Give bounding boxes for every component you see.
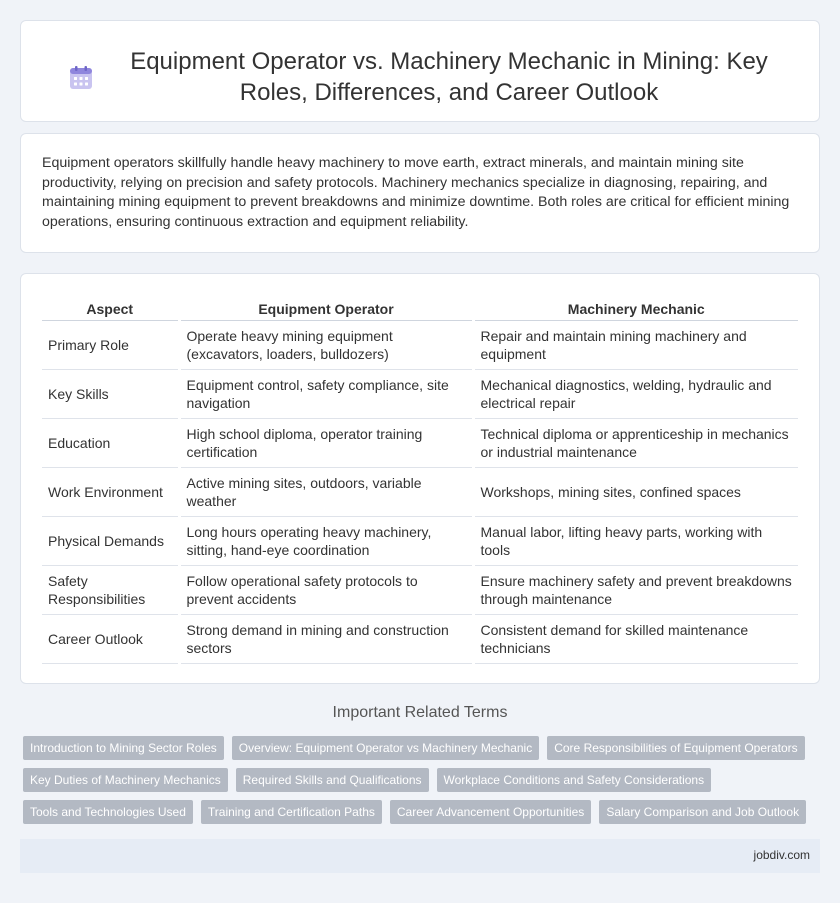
related-term-tag[interactable]: Key Duties of Machinery Mechanics xyxy=(23,768,228,792)
comparison-card xyxy=(20,273,820,684)
title-card xyxy=(20,20,820,122)
aspect-cell: Physical Demands xyxy=(42,516,179,565)
comparison-table xyxy=(42,294,798,664)
operator-cell: Active mining sites, outdoors, variable weather xyxy=(179,467,473,516)
mechanic-cell: Repair and maintain mining machinery and equipment xyxy=(473,320,798,369)
related-term-tag[interactable]: Required Skills and Qualifications xyxy=(236,768,429,792)
table-row xyxy=(42,320,798,369)
related-term-tag[interactable]: Career Advancement Opportunities xyxy=(390,800,591,824)
intro-card xyxy=(20,133,820,253)
header-machinery-mechanic: Machinery Mechanic xyxy=(473,294,798,320)
header-aspect: Aspect xyxy=(42,294,179,320)
operator-cell: High school diploma, operator training certification xyxy=(179,418,473,467)
mechanic-cell: Manual labor, lifting heavy parts, working with tools xyxy=(473,516,798,565)
aspect-cell: Key Skills xyxy=(42,369,179,418)
related-term-tag[interactable]: Overview: Equipment Operator vs Machinery Mechanic xyxy=(232,736,539,760)
table-row xyxy=(42,614,798,663)
related-term-tag[interactable]: Core Responsibilities of Equipment Operators xyxy=(547,736,804,760)
table-row xyxy=(42,516,798,565)
operator-cell: Follow operational safety protocols to prevent accidents xyxy=(179,565,473,614)
footer-site-link[interactable]: jobdiv.com xyxy=(753,848,810,862)
mechanic-cell: Mechanical diagnostics, welding, hydraulic and electrical repair xyxy=(473,369,798,418)
related-terms-title: Important Related Terms xyxy=(332,704,508,721)
mechanic-cell: Ensure machinery safety and prevent breakdowns through maintenance xyxy=(473,565,798,614)
operator-cell: Long hours operating heavy machinery, sitting, hand-eye coordination xyxy=(179,516,473,565)
mechanic-cell: Consistent demand for skilled maintenance technicians xyxy=(473,614,798,663)
table-header-row xyxy=(42,294,798,320)
aspect-cell: Career Outlook xyxy=(42,614,179,663)
header-equipment-operator: Equipment Operator xyxy=(179,294,473,320)
calendar-icon xyxy=(68,65,94,91)
table-row xyxy=(42,467,798,516)
table-row xyxy=(42,418,798,467)
related-term-tag[interactable]: Introduction to Mining Sector Roles xyxy=(23,736,224,760)
related-term-tag[interactable]: Salary Comparison and Job Outlook xyxy=(599,800,806,824)
related-terms-list xyxy=(23,736,823,832)
aspect-cell: Education xyxy=(42,418,179,467)
operator-cell: Strong demand in mining and construction sectors xyxy=(179,614,473,663)
operator-cell: Operate heavy mining equipment (excavators, loaders, bulldozers) xyxy=(179,320,473,369)
tag-row xyxy=(23,800,823,824)
tag-row xyxy=(23,768,823,792)
related-term-tag[interactable]: Tools and Technologies Used xyxy=(23,800,193,824)
intro-text: Equipment operators skillfully handle heavy machinery to move earth, extract minerals, and maintain mining site productivity, relying on precision and safety protocols. Machinery mechanics specialize in diagnosing, repairing, and maintaining mining equipment to prevent breakdowns and minimize downtime. Both roles are critical for efficient mining operations, ensuring continuous extraction and equipment reliability. xyxy=(42,155,790,230)
related-term-tag[interactable]: Workplace Conditions and Safety Considerations xyxy=(437,768,712,792)
table-row xyxy=(42,369,798,418)
page-title: Equipment Operator vs. Machinery Mechanic in Mining: Key Roles, Differences, and Career Outlook xyxy=(130,48,768,106)
aspect-cell: Primary Role xyxy=(42,320,179,369)
related-term-tag[interactable]: Training and Certification Paths xyxy=(201,800,382,824)
tag-row xyxy=(23,736,823,760)
aspect-cell: Safety Responsibilities xyxy=(42,565,179,614)
table-row xyxy=(42,565,798,614)
mechanic-cell: Technical diploma or apprenticeship in mechanics or industrial maintenance xyxy=(473,418,798,467)
footer xyxy=(20,839,820,873)
operator-cell: Equipment control, safety compliance, site navigation xyxy=(179,369,473,418)
aspect-cell: Work Environment xyxy=(42,467,179,516)
mechanic-cell: Workshops, mining sites, confined spaces xyxy=(473,467,798,516)
